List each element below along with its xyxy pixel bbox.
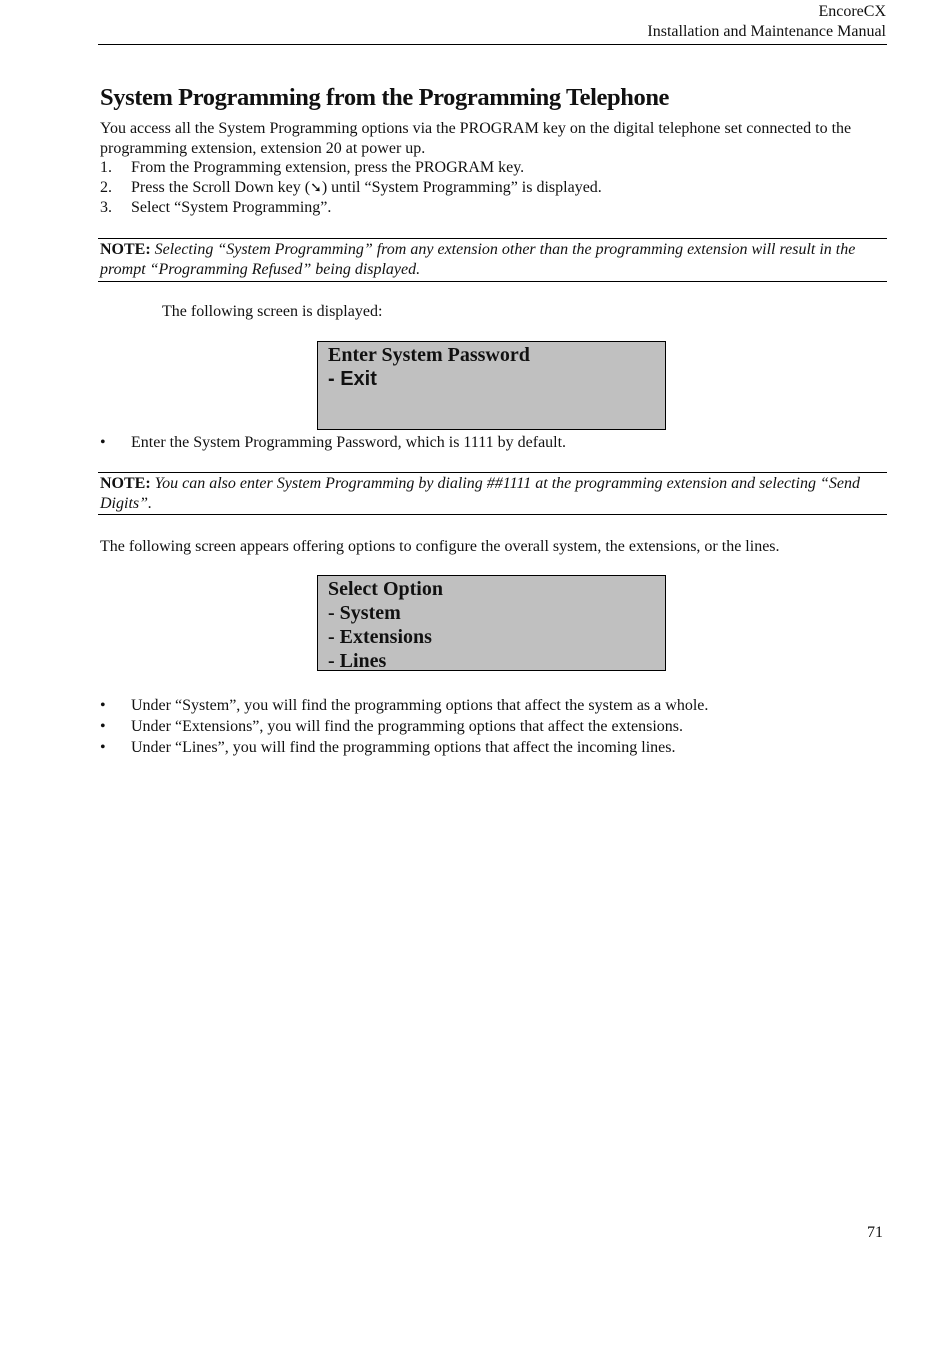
note-label: NOTE: [100, 475, 151, 492]
page-header [98, 2, 887, 45]
steps-list [100, 158, 602, 218]
list-item-text: Under “System”, you will find the programming options that affect the system as a whole. [131, 697, 709, 714]
lcd-line: - Exit [328, 368, 377, 390]
bullet-list [100, 695, 708, 758]
note-text: You can also enter System Programming by dialing ##1111 at the programming extension and selecting “Send Digits”. [100, 475, 860, 512]
note-box [98, 238, 887, 282]
bullet-icon: • [100, 739, 106, 756]
screen-intro: The following screen is displayed: [162, 303, 383, 320]
bullet-icon: • [100, 718, 106, 735]
step-item [100, 178, 602, 198]
section-title: System Programming from the Programming Telephone [100, 84, 670, 111]
list-item [100, 695, 708, 716]
step-number: 1. [100, 159, 112, 176]
bullet-icon: • [100, 697, 106, 714]
lcd-line: Enter System Password [328, 344, 530, 366]
list-item-text: Under “Lines”, you will find the programming options that affect the incoming lines. [131, 739, 676, 756]
note-box [98, 472, 887, 515]
bullet-icon: • [100, 434, 106, 451]
list-item-text: Enter the System Programming Password, which is 1111 by default. [131, 434, 567, 451]
step-text-after: ) until “System Programming” is displayed. [321, 179, 602, 196]
page-number: 71 [867, 1224, 883, 1241]
options-paragraph: The following screen appears offering options to configure the overall system, the extensions, or the lines. [100, 538, 780, 555]
step-item [100, 158, 602, 178]
lcd-line: - System [328, 602, 401, 624]
step-item [100, 198, 602, 218]
step-text-before: Press the Scroll Down key ( [131, 179, 311, 196]
step-text: From the Programming extension, press the PROGRAM key. [131, 159, 525, 176]
lcd-line: Select Option [328, 578, 443, 600]
header-manual-title: Installation and Maintenance Manual [647, 23, 886, 40]
lcd-line: - Extensions [328, 626, 432, 648]
list-item [100, 716, 708, 737]
scroll-down-arrow-icon: ➘ [310, 180, 322, 196]
intro-paragraph: You access all the System Programming options via the PROGRAM key on the digital telephone set connected to the programming extension, extension 20 at power up. [100, 120, 852, 157]
bullet-list [100, 432, 566, 453]
step-number: 2. [100, 179, 112, 196]
step-number: 3. [100, 199, 112, 216]
list-item [100, 737, 708, 758]
lcd-screen-password [317, 341, 666, 430]
list-item [100, 432, 566, 453]
header-product: EncoreCX [818, 3, 886, 20]
note-label: NOTE: [100, 241, 151, 258]
note-text: Selecting “System Programming” from any extension other than the programming extension will result in the prompt “Programming Refused” being displayed. [100, 241, 856, 278]
lcd-line: - Lines [328, 650, 387, 672]
lcd-screen-select-option [317, 575, 666, 671]
step-text: Select “System Programming”. [131, 199, 332, 216]
list-item-text: Under “Extensions”, you will find the programming options that affect the extensions. [131, 718, 684, 735]
